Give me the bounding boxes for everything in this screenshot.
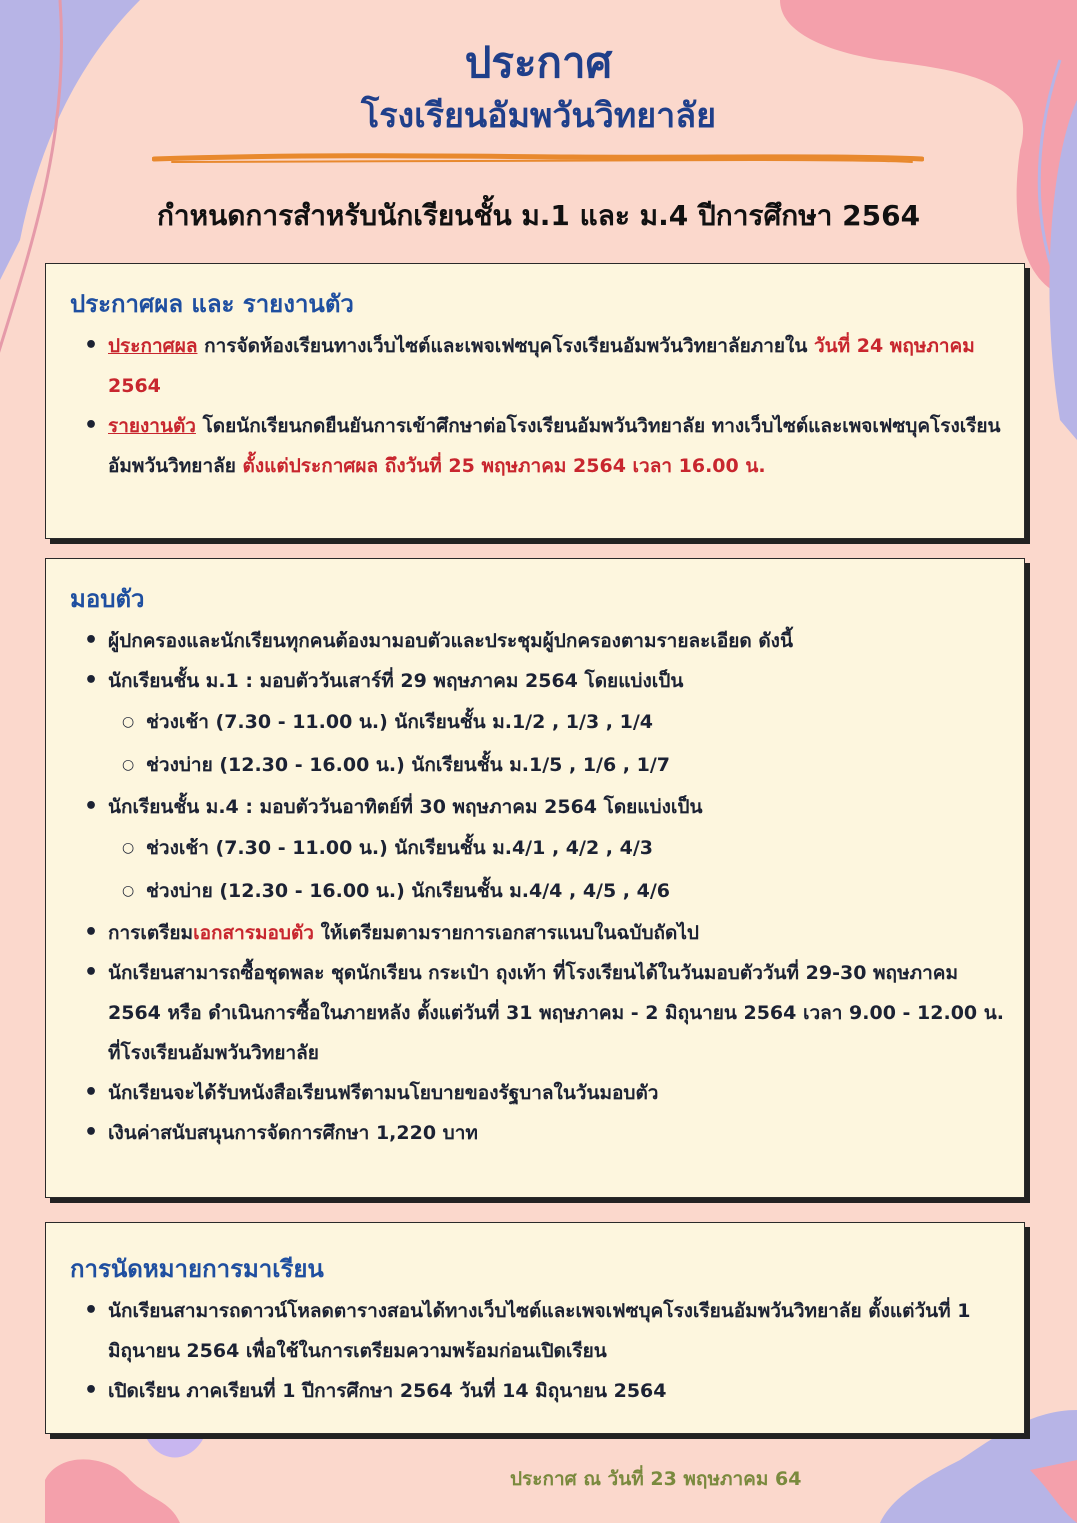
list-item-m4-morning: ○ ช่วงเช้า (7.30 - 11.00 น.) นักเรียนชั้น ม.4/1 , 4/2 , 4/3 bbox=[80, 827, 1006, 870]
list-item-announce-results bbox=[80, 326, 1006, 406]
list-item-uniform: • นักเรียนสามารถซื้อชุดพละ ชุดนักเรียน กระเป๋า ถุงเท้า ที่โรงเรียนได้ในวันมอบตัววันที่ 29-30 พฤษภาคม 2564 หรือ ดำเนินการซื้อในภายหลัง ตั้งแต่วันที่ 31 พฤษภาคม - 2 มิถุนายน 2564 เวลา 9.00 - 12.00 น. ที่โรงเรียนอัมพวันวิทยาลัย bbox=[80, 953, 1006, 1073]
list-item-documents bbox=[80, 913, 1006, 953]
list-item-open-term: • เปิดเรียน ภาคเรียนที่ 1 ปีการศึกษา 2564 วันที่ 14 มิถุนายน 2564 bbox=[80, 1371, 1006, 1411]
list-item-fee: • เงินค่าสนับสนุนการจัดการศึกษา 1,220 บาท bbox=[80, 1113, 1006, 1153]
results-list bbox=[80, 326, 1006, 486]
list-item-intro: • ผู้ปกครองและนักเรียนทุกคนต้องมามอบตัวและประชุมผู้ปกครองตามรายละเอียด ดังนี้ bbox=[80, 621, 1006, 661]
results-report-card bbox=[45, 263, 1025, 539]
announcement-date: ประกาศ ณ วันที่ 23 พฤษภาคม 64 bbox=[510, 1468, 802, 1490]
schedule-subtitle: กำหนดการสำหรับนักเรียนชั้น ม.1 และ ม.4 ปีการศึกษา 2564 bbox=[156, 199, 921, 232]
enrollment-list bbox=[80, 621, 1006, 1153]
report-deadline: ตั้งแต่ประกาศผล ถึงวันที่ 25 พฤษภาคม 2564 เวลา 16.00 น. bbox=[242, 455, 766, 477]
list-item-m1-morning: ○ ช่วงเช้า (7.30 - 11.00 น.) นักเรียนชั้น ม.1/2 , 1/3 , 1/4 bbox=[80, 701, 1006, 744]
list-item-m1-afternoon: ○ ช่วงบ่าย (12.30 - 16.00 น.) นักเรียนชั้น ม.1/5 , 1/6 , 1/7 bbox=[80, 744, 1006, 787]
announce-results-text: การจัดห้องเรียนทางเว็บไซต์และเพจเฟซบุคโรงเรียนอัมพวันวิทยาลัยภายใน bbox=[197, 335, 814, 357]
class-start-list bbox=[80, 1291, 1006, 1411]
list-item-timetable: • นักเรียนสามารถดาวน์โหลดตารางสอนได้ทางเว็บไซต์และเพจเฟซบุคโรงเรียนอัมพวันวิทยาลัย ตั้งแต่วันที่ 1 มิถุนายน 2564 เพื่อใช้ในการเตรียมความพร้อมก่อนเปิดเรียน bbox=[80, 1291, 1006, 1371]
documents-post: ให้เตรียมตามรายการเอกสารแนบในฉบับถัดไป bbox=[313, 922, 699, 944]
documents-pre: การเตรียม bbox=[108, 922, 194, 944]
list-item-m1-title: • นักเรียนชั้น ม.1 : มอบตัววันเสาร์ที่ 29 พฤษภาคม 2564 โดยแบ่งเป็น bbox=[80, 661, 1006, 701]
class-start-card bbox=[45, 1222, 1025, 1434]
orange-brush-divider bbox=[152, 152, 924, 166]
announcement-title: ประกาศ bbox=[464, 38, 613, 87]
list-item-m4-title: • นักเรียนชั้น ม.4 : มอบตัววันอาทิตย์ที่ 30 พฤษภาคม 2564 โดยแบ่งเป็น bbox=[80, 787, 1006, 827]
announce-results-label: ประกาศผล bbox=[108, 335, 198, 357]
list-item-m4-afternoon: ○ ช่วงบ่าย (12.30 - 16.00 น.) นักเรียนชั้น ม.4/4 , 4/5 , 4/6 bbox=[80, 870, 1006, 913]
section-heading-class-start: การนัดหมายการมาเรียน bbox=[70, 1255, 324, 1283]
report-text: โดยนักเรียนกดยืนยันการเข้าศึกษาต่อโรงเรียนอัมพวันวิทยาลัย ทางเว็บไซต์และเพจเฟซบุคโรงเรียนอัมพวันวิทยาลัย bbox=[108, 415, 1001, 477]
documents-highlight: เอกสารมอบตัว bbox=[193, 922, 314, 944]
section-heading-enrollment: มอบตัว bbox=[70, 585, 145, 613]
list-item-books: • นักเรียนจะได้รับหนังสือเรียนฟรีตามนโยบายของรัฐบาลในวันมอบตัว bbox=[80, 1073, 1006, 1113]
list-item-report bbox=[80, 406, 1006, 486]
section-heading-results: ประกาศผล และ รายงานตัว bbox=[70, 290, 354, 318]
school-name: โรงเรียนอัมพวันวิทยาลัย bbox=[360, 96, 717, 136]
announce-results-date: วันที่ 24 พฤษภาคม 2564 bbox=[108, 335, 975, 397]
enrollment-card bbox=[45, 558, 1025, 1198]
report-label: รายงานตัว bbox=[108, 415, 196, 437]
